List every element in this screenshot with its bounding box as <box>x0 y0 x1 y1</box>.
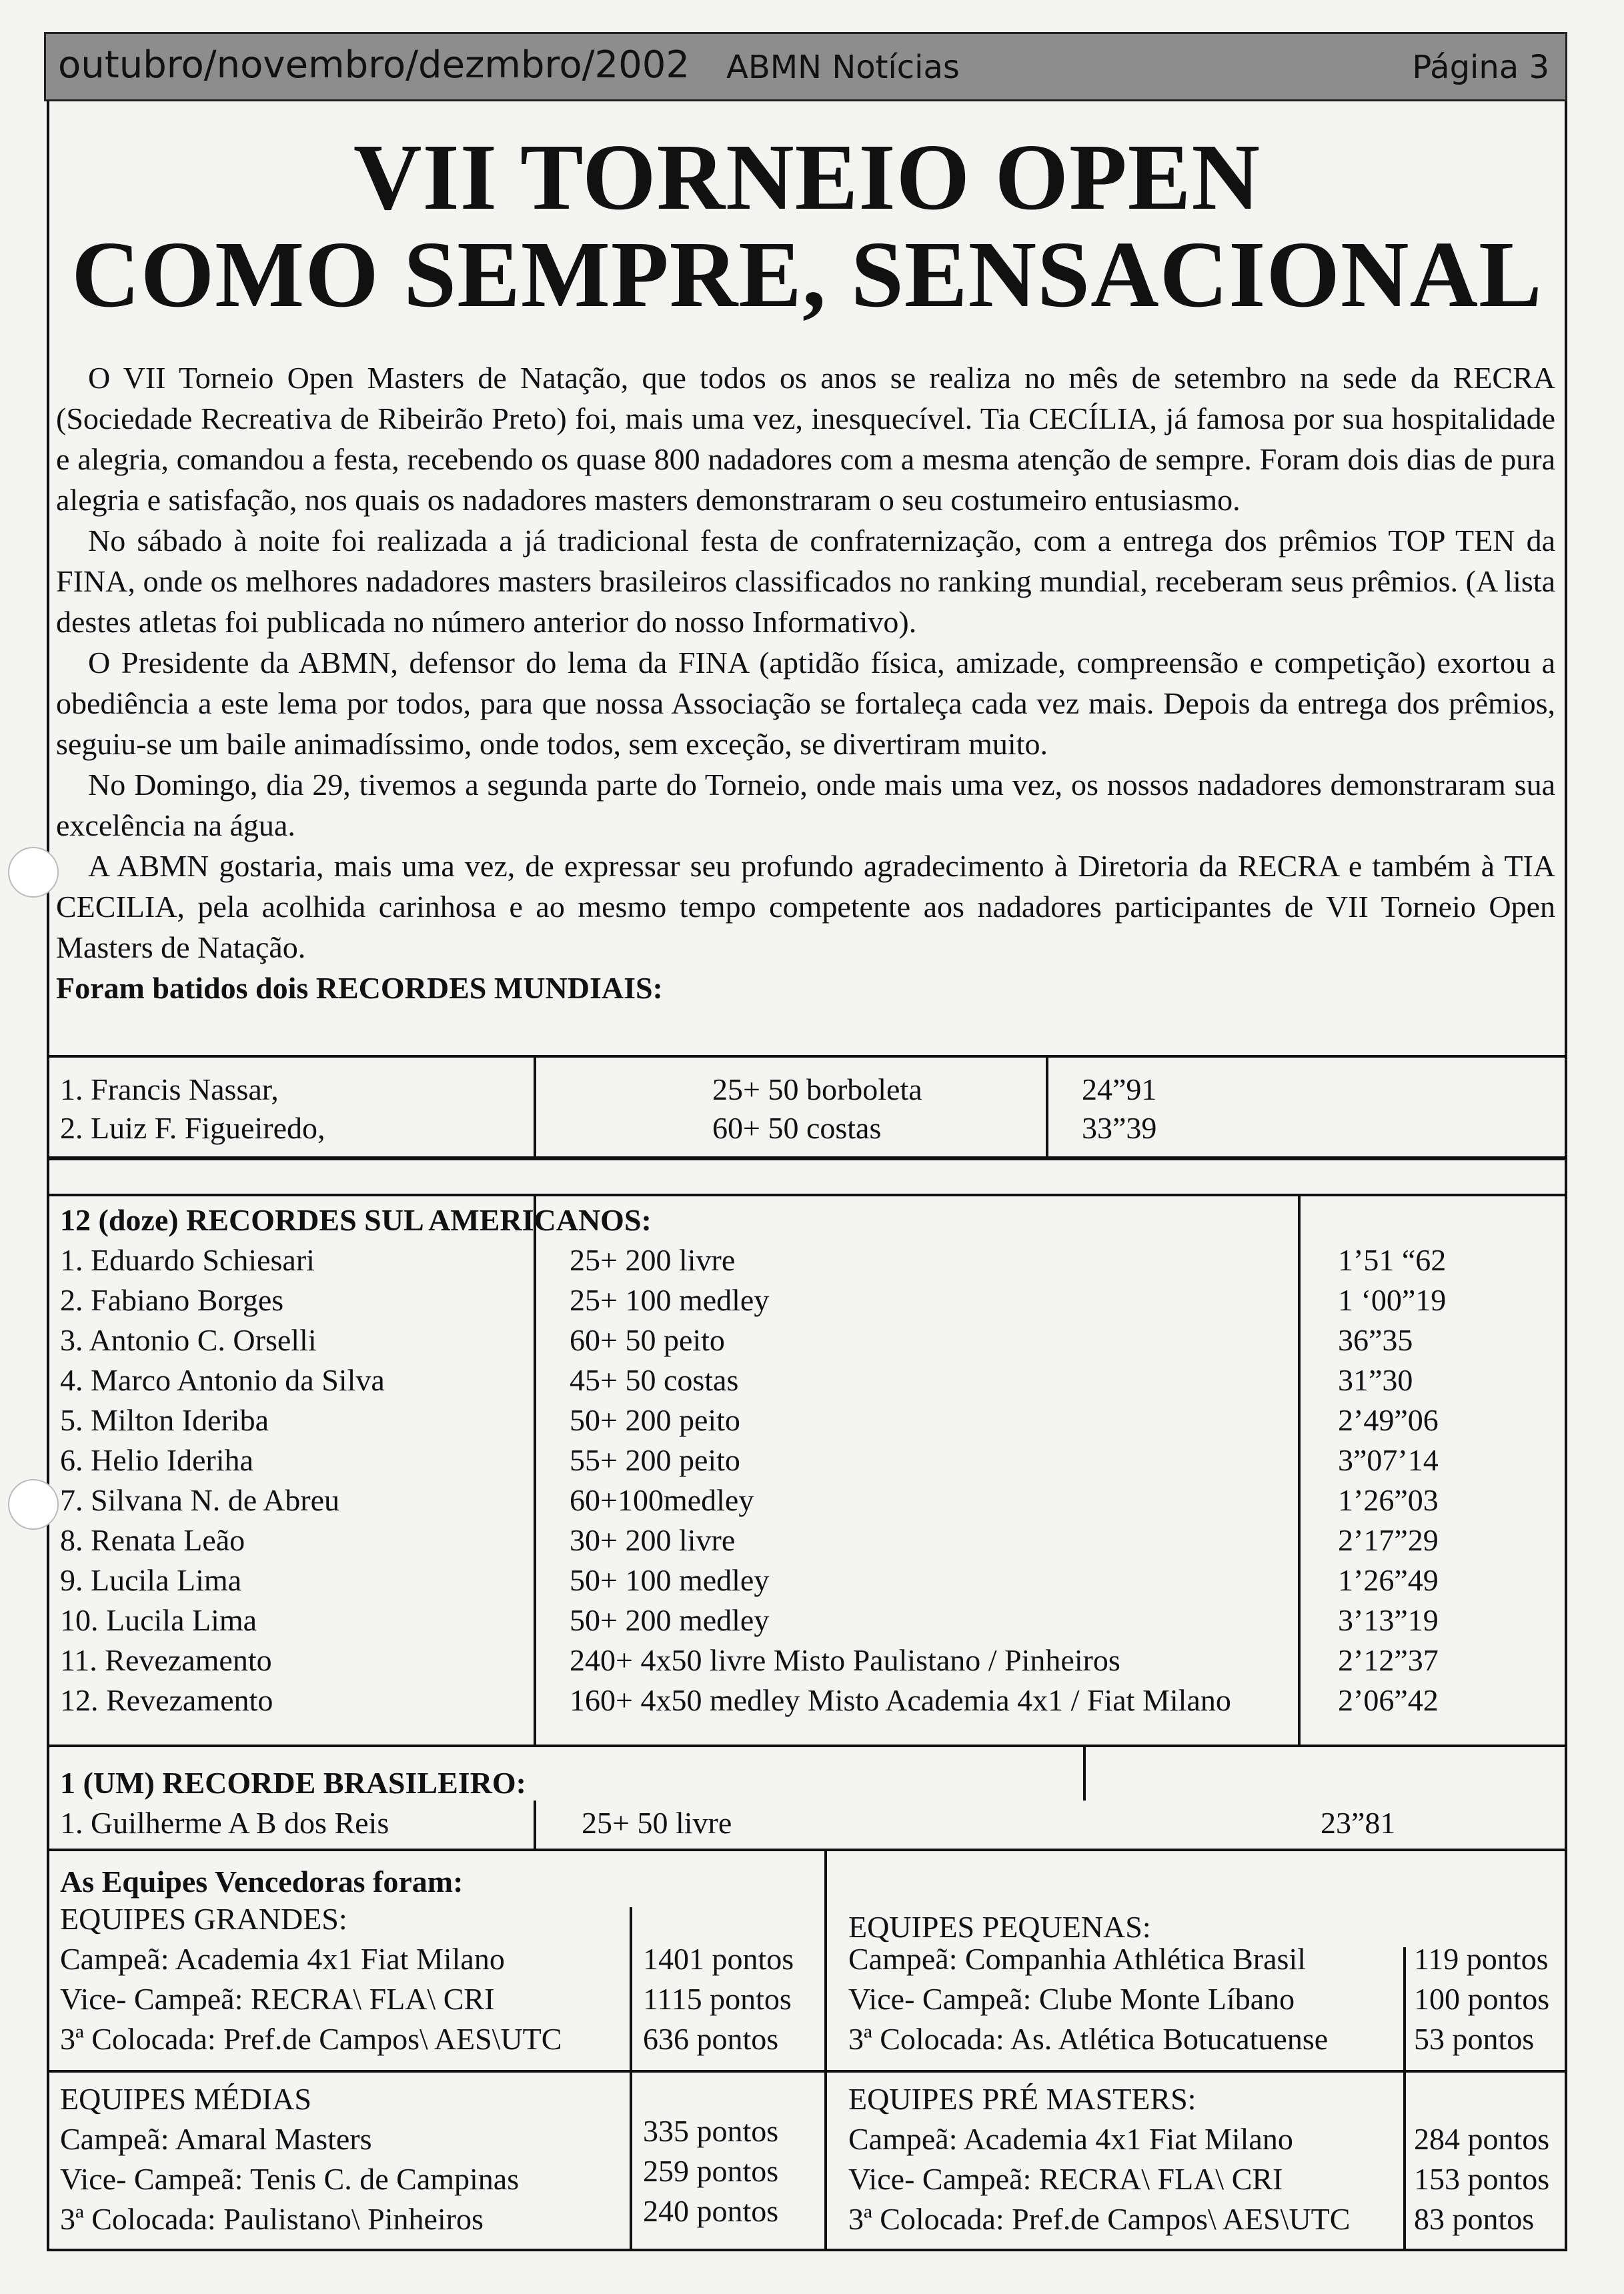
record-event: 25+ 50 borboleta <box>712 1072 922 1106</box>
page-number: Página 3 <box>1412 49 1549 86</box>
team-points: 119 pontos <box>1414 1942 1549 1976</box>
record-time: 24”91 <box>1082 1072 1157 1106</box>
record-event: 50+ 200 peito <box>570 1403 740 1437</box>
record-holder: 11. Revezamento <box>60 1643 272 1677</box>
team-points: 1115 pontos <box>643 1982 792 2016</box>
record-time: 2’49”06 <box>1338 1403 1439 1437</box>
record-time: 31”30 <box>1338 1363 1413 1397</box>
team-result: Vice- Campeã: Clube Monte Líbano <box>848 1982 1295 2016</box>
issue-date: outubro/novembro/dezmbro/2002 <box>58 43 690 87</box>
record-time: 2’17”29 <box>1338 1523 1439 1557</box>
punch-hole <box>8 1479 59 1530</box>
record-event: 240+ 4x50 livre Misto Paulistano / Pinheiros <box>570 1643 1120 1677</box>
record-holder: 12. Revezamento <box>60 1683 273 1717</box>
team-result: Campeã: Academia 4x1 Fiat Milano <box>848 2122 1293 2156</box>
record-event: 55+ 200 peito <box>570 1443 740 1477</box>
headline-line-2: COMO SEMPRE, SENSACIONAL <box>71 221 1543 327</box>
record-event: 25+ 100 medley <box>570 1283 770 1317</box>
record-holder: 6. Helio Ideriha <box>60 1443 253 1477</box>
record-time: 3”07’14 <box>1338 1443 1439 1477</box>
team-points: 335 pontos <box>643 2114 779 2148</box>
record-time: 3’13”19 <box>1338 1603 1439 1637</box>
record-time: 36”35 <box>1338 1323 1413 1357</box>
article-body <box>56 357 1555 1008</box>
paragraph: No sábado à noite foi realizada a já tradicional festa de confraternização, com a entrega dos prêmios TOP TEN da FINA, onde os melhores nadadores masters brasileiros classificados no ranking mundial, receberam seus prêmios. (A lista destes atletas foi publicada no número anterior do nosso Informativo). <box>56 523 1555 639</box>
team-points: 100 pontos <box>1414 1982 1550 2016</box>
record-event: 30+ 200 livre <box>570 1523 736 1557</box>
team-result: Vice- Campeã: RECRA\ FLA\ CRI <box>848 2162 1283 2196</box>
team-points: 1401 pontos <box>643 1942 794 1976</box>
record-holder: 1. Eduardo Schiesari <box>60 1243 315 1277</box>
medium-teams-title: EQUIPES MÉDIAS <box>60 2082 311 2116</box>
team-points: 259 pontos <box>643 2154 779 2188</box>
team-points: 636 pontos <box>643 2022 779 2056</box>
paragraph: A ABMN gostaria, mais uma vez, de expressar seu profundo agradecimento à Diretoria da RECRA e também à TIA CECILIA, pela acolhida carinhosa e ao mesmo tempo competente aos nadadores participantes de VII Torneio Open Masters de Natação. <box>56 849 1555 964</box>
headline-line-1: VII TORNEIO OPEN <box>353 124 1261 229</box>
record-holder: 9. Lucila Lima <box>60 1563 242 1597</box>
large-teams-title: EQUIPES GRANDES: <box>60 1902 347 1936</box>
record-event: 50+ 100 medley <box>570 1563 770 1597</box>
record-time: 2’06”42 <box>1338 1683 1439 1717</box>
paragraph: O VII Torneio Open Masters de Natação, que todos os anos se realiza no mês de setembro na sede da RECRA (Sociedade Recreativa de Ribeirão Preto) foi, mais uma vez, inesquecível. Tia CECÍLIA, já famosa por sua hospitalidade e alegria, comandou a festa, recebendo os quase 800 nadadores com a mesma atenção de sempre. Foram dois dias de pura alegria e satisfação, nos quais os nadadores masters demonstraram o seu costumeiro entusiasmo. <box>56 361 1555 517</box>
south-american-records-heading: 12 (doze) RECORDES SUL AMERICANOS: <box>60 1203 652 1237</box>
pre-masters-teams-title: EQUIPES PRÉ MASTERS: <box>848 2082 1196 2116</box>
record-holder: 8. Renata Leão <box>60 1523 245 1557</box>
record-event: 60+100medley <box>570 1483 754 1517</box>
punch-hole <box>8 847 59 898</box>
team-points: 83 pontos <box>1414 2202 1535 2236</box>
record-event: 60+ 50 peito <box>570 1323 725 1357</box>
team-points: 153 pontos <box>1414 2162 1550 2196</box>
team-result: Campeã: Amaral Masters <box>60 2122 372 2156</box>
record-event: 60+ 50 costas <box>712 1111 882 1145</box>
record-holder: 4. Marco Antonio da Silva <box>60 1363 385 1397</box>
publication-name: ABMN Notícias <box>726 49 960 86</box>
team-result: 3ª Colocada: As. Atlética Botucatuense <box>848 2022 1329 2056</box>
paragraph: No Domingo, dia 29, tivemos a segunda parte do Torneio, onde mais uma vez, os nossos nadadores demonstraram sua excelência na água. <box>56 768 1555 842</box>
team-result: 3ª Colocada: Pref.de Campos\ AES\UTC <box>848 2202 1351 2236</box>
team-result: Campeã: Companhia Athlética Brasil <box>848 1942 1307 1976</box>
team-result: Vice- Campeã: Tenis C. de Campinas <box>60 2162 520 2196</box>
record-event: 25+ 200 livre <box>570 1243 736 1277</box>
record-time: 33”39 <box>1082 1111 1157 1145</box>
record-time: 1’26”49 <box>1338 1563 1439 1597</box>
record-time: 2’12”37 <box>1338 1643 1439 1677</box>
brazilian-record-heading: 1 (UM) RECORDE BRASILEIRO: <box>60 1766 526 1800</box>
record-holder: 1. Guilherme A B dos Reis <box>60 1806 389 1840</box>
team-points: 240 pontos <box>643 2194 779 2228</box>
record-event: 160+ 4x50 medley Misto Academia 4x1 / Fiat Milano <box>570 1683 1231 1717</box>
team-result: 3ª Colocada: Pref.de Campos\ AES\UTC <box>60 2022 562 2056</box>
record-time: 1 ‘00”19 <box>1338 1283 1447 1317</box>
record-holder: 1. Francis Nassar, <box>60 1072 279 1106</box>
record-holder: 2. Fabiano Borges <box>60 1283 284 1317</box>
record-event: 25+ 50 livre <box>582 1806 732 1840</box>
page-header <box>44 32 1567 101</box>
record-holder: 2. Luiz F. Figueiredo, <box>60 1111 325 1145</box>
record-event: 45+ 50 costas <box>570 1363 739 1397</box>
world-records-heading: Foram batidos dois RECORDES MUNDIAIS: <box>56 971 663 1005</box>
team-points: 284 pontos <box>1414 2122 1550 2156</box>
record-holder: 5. Milton Ideriba <box>60 1403 269 1437</box>
record-event: 50+ 200 medley <box>570 1603 770 1637</box>
record-time: 1’26”03 <box>1338 1483 1439 1517</box>
paragraph: O Presidente da ABMN, defensor do lema da FINA (aptidão física, amizade, compreensão e competição) exortou a obediência a este lema por todos, para que nossa Associação se fortaleça cada vez mais. Depois da entrega dos prêmios, seguiu-se um baile animadíssimo, onde todos, sem exceção, se divertiram muito. <box>56 646 1555 761</box>
team-result: 3ª Colocada: Paulistano\ Pinheiros <box>60 2202 484 2236</box>
record-holder: 3. Antonio C. Orselli <box>60 1323 317 1357</box>
team-points: 53 pontos <box>1414 2022 1535 2056</box>
record-time: 1’51 “62 <box>1338 1243 1447 1277</box>
team-result: Vice- Campeã: RECRA\ FLA\ CRI <box>60 1982 495 2016</box>
record-holder: 10. Lucila Lima <box>60 1603 257 1637</box>
small-teams-title: EQUIPES PEQUENAS: <box>848 1910 1151 1944</box>
record-time: 23”81 <box>1321 1806 1396 1840</box>
winning-teams-heading: As Equipes Vencedoras foram: <box>60 1865 464 1899</box>
team-result: Campeã: Academia 4x1 Fiat Milano <box>60 1942 505 1976</box>
record-holder: 7. Silvana N. de Abreu <box>60 1483 340 1517</box>
